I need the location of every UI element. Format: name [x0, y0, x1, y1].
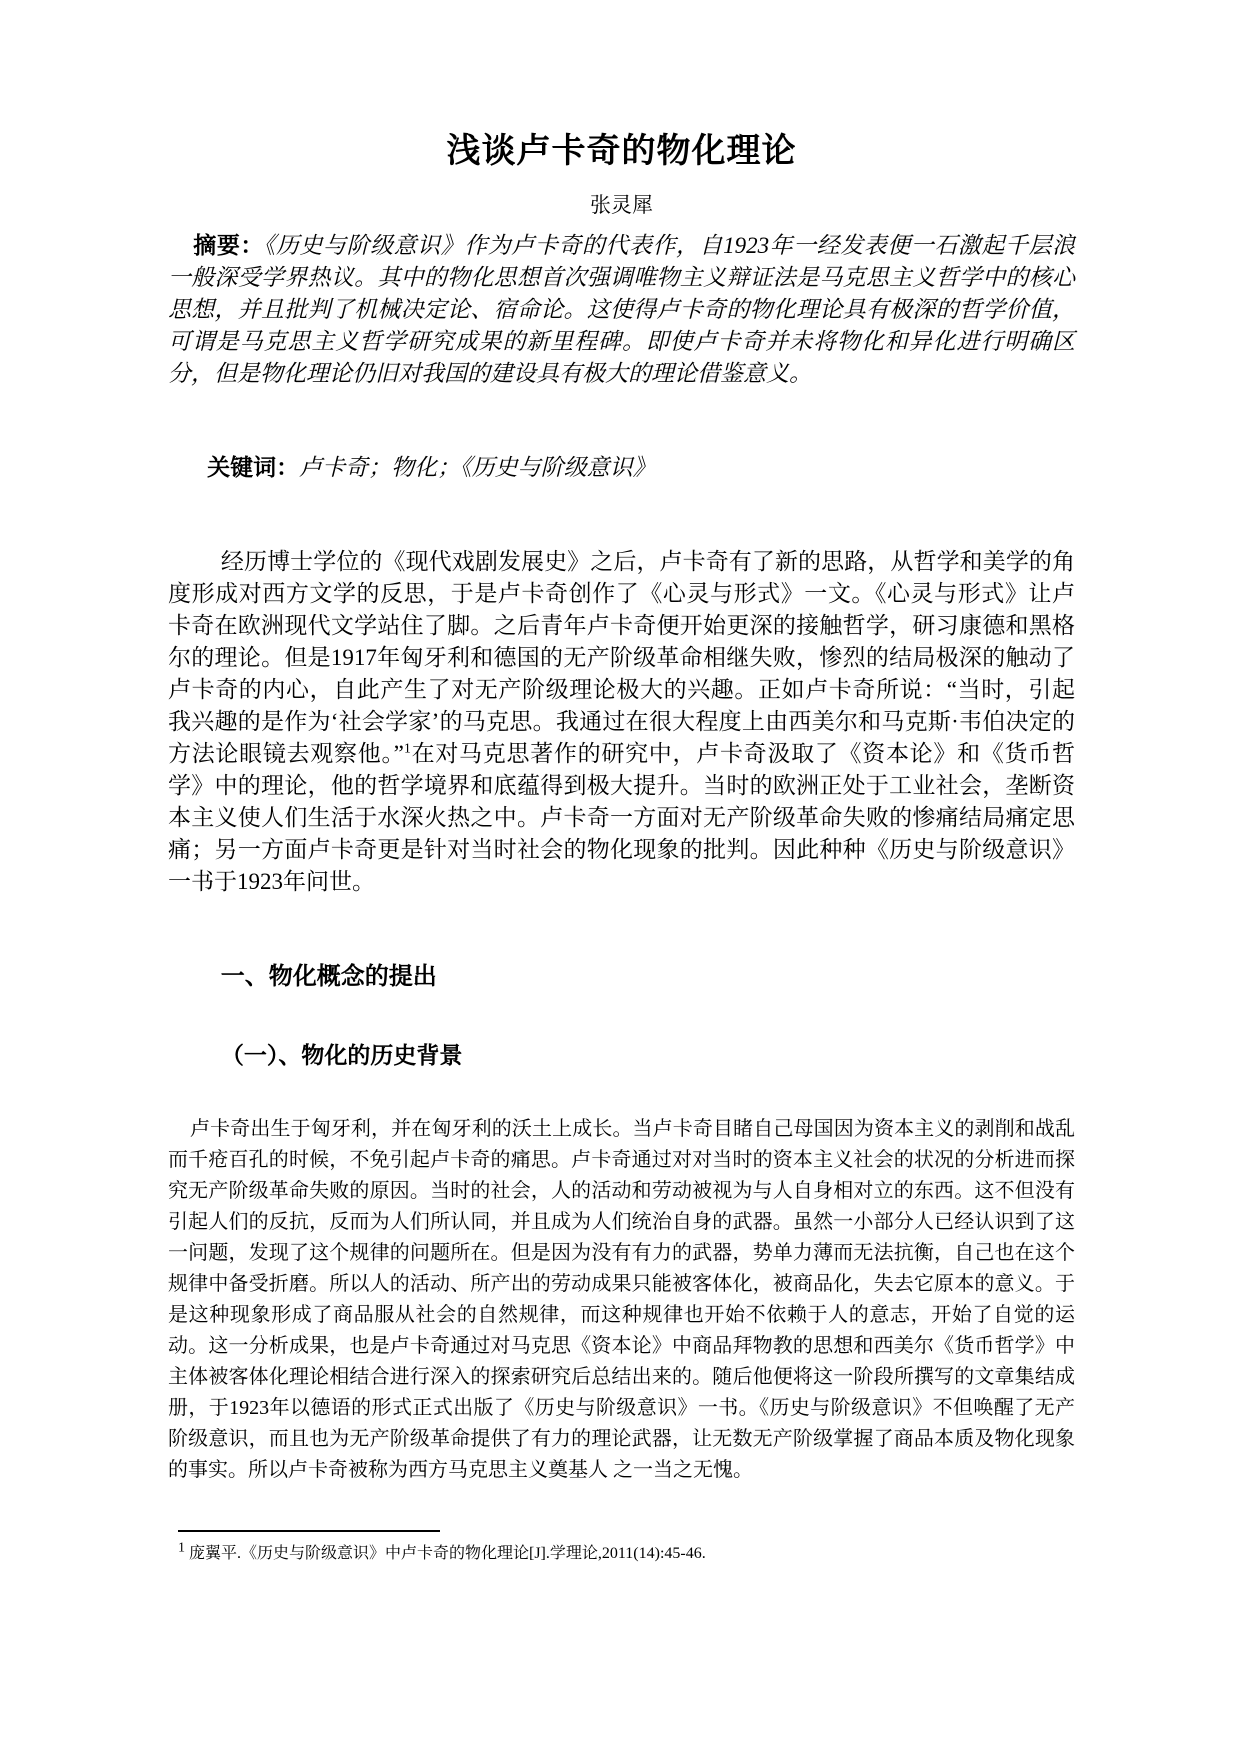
- body-paragraph-1-part-2: 在对马克思著作的研究中，卢卡奇汲取了《资本论》和《货币哲学》中的理论，他的哲学境界和底蕴得到极大提升。当时的欧洲正处于工业社会，垄断资本主义使人们生活于水深火热之中。卢卡奇一方面对无产阶级革命失败的惨痛结局痛定思痛；另一方面卢卡奇更是针对当时社会的物化现象的批判。因此种种《历史与阶级意识》一书于1923年问世。: [168, 741, 1075, 894]
- footnote-number: 1: [178, 1540, 185, 1556]
- abstract-label: 摘要：: [193, 233, 264, 258]
- abstract-text: 《历史与阶级意识》作为卢卡奇的代表作，自1923年一经发表便一石激起千层浪一般深受学界热议。其中的物化思想首次强调唯物主义辩证法是马克思主义哲学中的核心思想，并且批判了机械决定论、宿命论。这使得卢卡奇的物化理论具有极深的哲学价值，可谓是马克思主义哲学研究成果的新里程碑。即使卢卡奇并未将物化和异化进行明确区分，但是物化理论仍旧对我国的建设具有极大的理论借鉴意义。: [168, 233, 1076, 386]
- footnote-area: [168, 1530, 1075, 1566]
- section-heading-2: （一）、物化的历史背景: [220, 1042, 463, 1068]
- body-paragraph-2: 卢卡奇出生于匈牙利，并在匈牙利的沃土上成长。当卢卡奇目睹自己母国因为资本主义的剥削和战乱而千疮百孔的时候，不免引起卢卡奇的痛思。卢卡奇通过对对当时的资本主义社会的状况的分析进而探究无产阶级革命失败的原因。当时的社会，人的活动和劳动被视为与人自身相对立的东西。这不但没有引起人们的反抗，反而为人们所认同，并且成为人们统治自身的武器。虽然一小部分人已经认识到了这一问题，发现了这个规律的问题所在。但是因为没有有力的武器，势单力薄而无法抗衡，自己也在这个规律中备受折磨。所以人的活动、所产出的劳动成果只能被客体化，被商品化，失去它原本的意义。于是这种现象形成了商品服从社会的自然规律，而这种规律也开始不依赖于人的意志，开始了自觉的运动。这一分析成果，也是卢卡奇通过对马克思《资本论》中商品拜物教的思想和西美尔《货币哲学》中主体被客体化理论相结合进行深入的探索研究后总结出来的。随后他便将这一阶段所撰写的文章集结成册，于1923年以德语的形式正式出版了《历史与阶级意识》一书。《历史与阶级意识》不但唤醒了无产阶级意识，而且也为无产阶级革命提供了有力的理论武器，让无数无产阶级掌握了商品本质及物化现象的事实。所以卢卡奇被称为西方马克思主义奠基人 之一当之无愧。: [168, 1118, 1075, 1481]
- author-name: 张灵犀: [590, 193, 653, 217]
- page-title: 浅谈卢卡奇的物化理论: [446, 133, 797, 170]
- keywords-line: [168, 452, 1075, 484]
- body-paragraph-1-part-1: 经历博士学位的《现代戏剧发展史》之后，卢卡奇有了新的思路，从哲学和美学的角度形成对西方文学的反思，于是卢卡奇创作了《心灵与形式》一文。《心灵与形式》让卢卡奇在欧洲现代文学站住了脚。之后青年卢卡奇便开始更深的接触哲学，研习康德和黑格尔的理论。但是1917年匈牙利和德国的无产阶级革命相继失败，惨烈的结局极深的触动了卢卡奇的内心，自此产生了对无产阶级理论极大的兴趣。正如卢卡奇所说：“当时，引起我兴趣的是作为‘社会学家’的马克思。我通过在很大程度上由西美尔和马克斯·韦伯决定的方法论眼镜去观察他。”: [168, 549, 1075, 766]
- footnote-text: 庞翼平.《历史与阶级意识》中卢卡奇的物化理论[J].学理论,2011(14):45-46.: [189, 1545, 706, 1562]
- footnote-separator: [178, 1530, 440, 1532]
- body-paragraph-1: [168, 546, 1075, 898]
- footnote-reference-superscript: 1: [403, 741, 411, 757]
- abstract-paragraph: [168, 230, 1075, 390]
- footnote: [178, 1542, 1075, 1566]
- section-heading-1: 一、物化概念的提出: [220, 963, 437, 990]
- keywords-text: 卢卡奇；物化；《历史与阶级意识》: [299, 455, 656, 480]
- keywords-label: 关键词：: [207, 455, 300, 480]
